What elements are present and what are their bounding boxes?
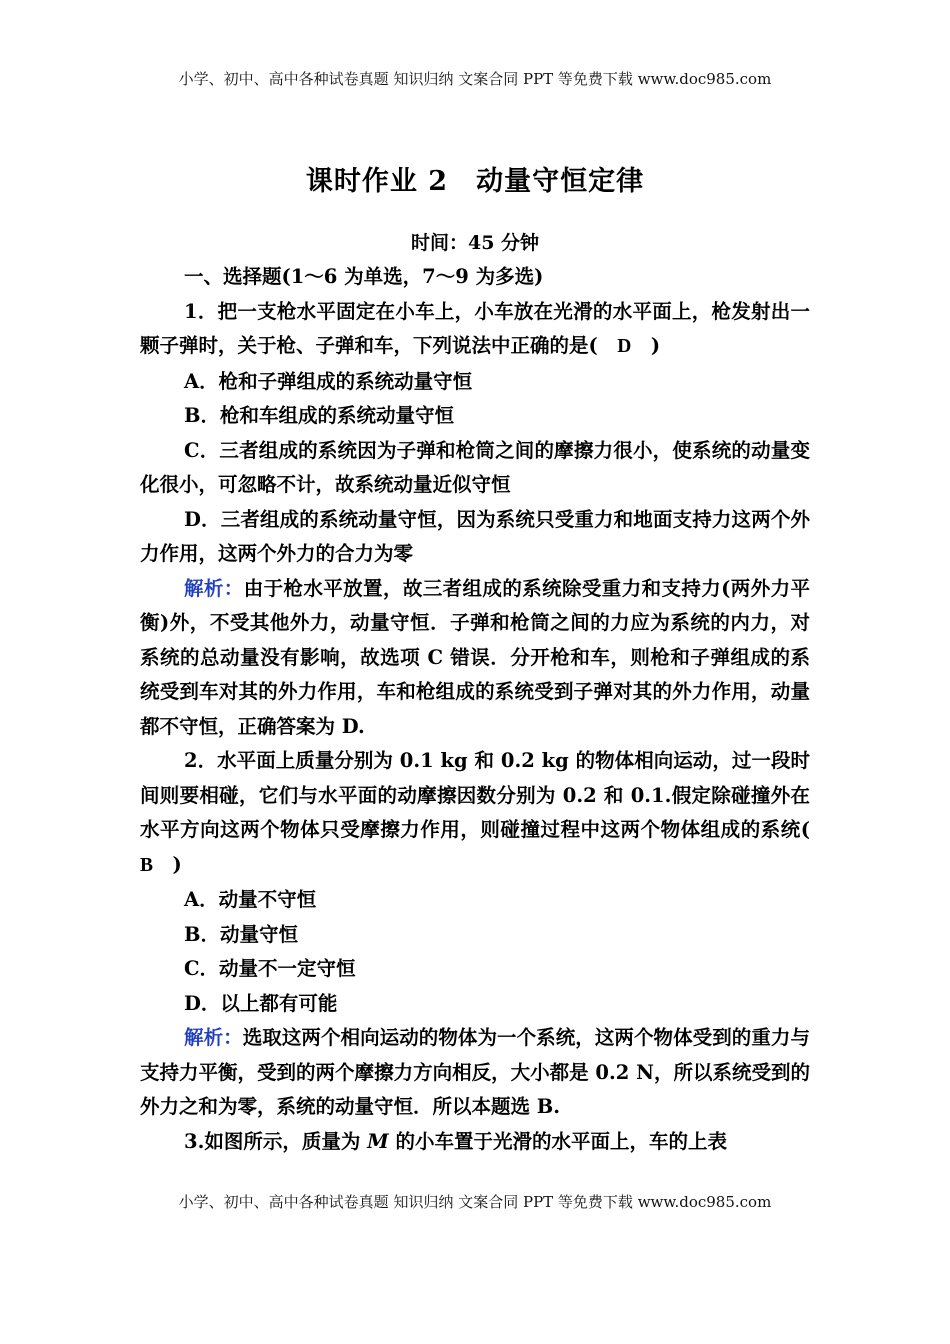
time-limit: 时间：45 分钟 [410, 232, 540, 254]
question-1-stem [140, 295, 810, 365]
question-3-stem [140, 1125, 810, 1160]
question-2-stem [140, 744, 830, 883]
question-1-option-d: D．三者组成的系统动量守恒，因为系统只受重力和地面支持力这两个外力作用，这两个外力的合力为零 [140, 507, 810, 565]
question-1-analysis [140, 572, 810, 745]
document-body [140, 160, 830, 1159]
page-footer: 小学、初中、高中各种试卷真题 知识归纳 文案合同 PPT 等免费下载 www.doc985.com [178, 1193, 772, 1211]
question-2-option-d: D．以上都有可能 [184, 991, 338, 1015]
page-header: 小学、初中、高中各种试卷真题 知识归纳 文案合同 PPT 等免费下载 www.doc985.com [178, 70, 772, 88]
question-2-option-c: C．动量不一定守恒 [184, 957, 356, 980]
question-1-text: 1．把一支枪水平固定在小车上，小车放在光滑的水平面上，枪发射出一颗子弹时，关于枪、子弹和车，下列说法中正确的是( [140, 299, 810, 357]
analysis-text: 由于枪水平放置，故三者组成的系统除受重力和支持力(两外力平衡)外，不受其他外力，动量守恒．子弹和枪筒之间的力应为系统的内力，对系统的总动量没有影响，故选项 C 错误．分开枪和车，则枪和子弹组成的系统受到车对其的外力作用，车和枪组成的系统受到子弹对其的外力作用，动量都不守恒，正确答案为 D. [140, 576, 810, 738]
question-1-option-a: A．枪和子弹组成的系统动量守恒 [184, 369, 473, 393]
question-1-option-c: C．三者组成的系统因为子弹和枪筒之间的摩擦力很小，使系统的动量变化很小，可忽略不计，故系统动量近似守恒 [140, 438, 810, 496]
question-2-answer: B [140, 854, 154, 876]
question-1-answer: D [617, 336, 632, 357]
question-2-analysis [140, 1021, 810, 1125]
question-3-text-a: 3.如图所示，质量为 [184, 1129, 368, 1153]
analysis-label: 解析： [184, 576, 244, 600]
question-2-option-a: A．动量不守恒 [184, 888, 317, 911]
analysis-text: 选取这两个相向运动的物体为一个系统，这两个物体受到的重力与支持力平衡，受到的两个摩擦力方向相反，大小都是 0.2 N，所以系统受到的外力之和为零，系统的动量守恒．所以本题选 B. [140, 1026, 810, 1118]
section-heading: 一、选择题(1～6 为单选，7～9 为多选) [184, 265, 544, 288]
question-3-variable: M [367, 1129, 389, 1153]
question-3-text-b: 的小车置于光滑的水平面上，车的上表 [388, 1129, 728, 1153]
analysis-label: 解析： [184, 1026, 243, 1049]
question-2-option-b: B．动量守恒 [184, 922, 298, 946]
page-title: 课时作业 2 动量守恒定律 [305, 166, 645, 197]
question-2-text: 2．水平面上质量分别为 0.1 kg 和 0.2 kg 的物体相向运动，过一段时间则要相碰，它们与水平面的动摩擦因数分别为 0.2 和 0.1.假定除碰撞外在水平方向这两个物体只受摩擦力作用，则碰撞过程中这两个物体组成的系统( [140, 749, 830, 841]
question-2-stem-end: ) [153, 852, 182, 876]
question-1-stem-end: ) [631, 334, 661, 357]
question-1-option-b: B．枪和车组成的系统动量守恒 [184, 404, 454, 427]
